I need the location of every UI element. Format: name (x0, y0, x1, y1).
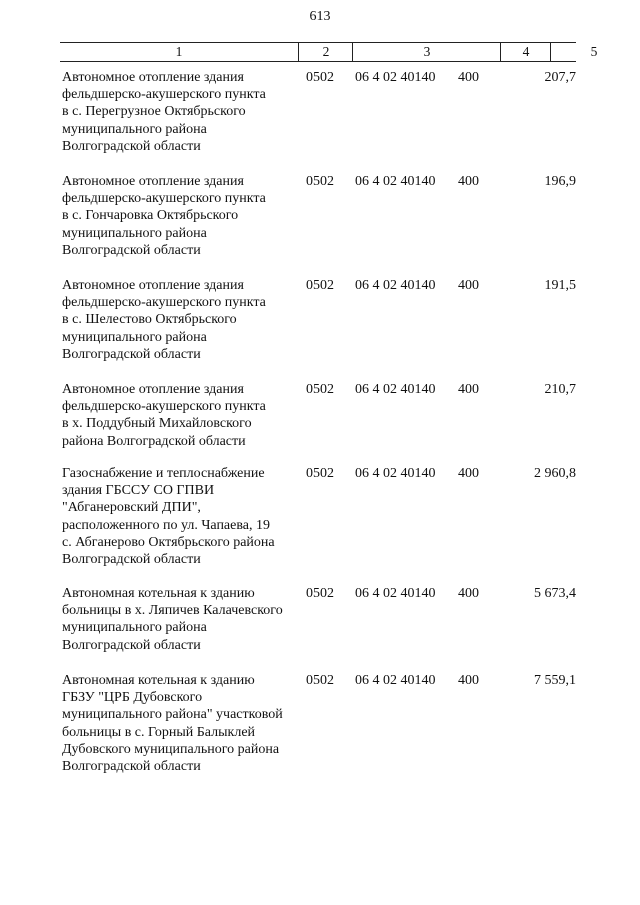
table-row (60, 381, 576, 465)
row-expense-type: 400 (458, 70, 479, 85)
row-sum: 207,7 (544, 70, 576, 85)
row-target-article: 06 4 02 40140 (355, 673, 436, 688)
table-row (60, 173, 576, 277)
row-expense-type: 400 (458, 278, 479, 293)
row-section: 0502 (306, 382, 334, 397)
row-sum: 191,5 (544, 278, 576, 293)
row-sum: 210,7 (544, 382, 576, 397)
row-target-article: 06 4 02 40140 (355, 278, 436, 293)
table-row (60, 585, 576, 672)
row-name: Автономное отопление здания фельдшерско-акушерского пункта в с. Гончаровка Октябрьского муниципального района Волгоградской области (62, 174, 266, 258)
row-name: Автономное отопление здания фельдшерско-акушерского пункта в с. Перегрузное Октябрьского муниципального района Волгоградской области (62, 70, 266, 154)
row-target-article: 06 4 02 40140 (355, 70, 436, 85)
row-name: Автономное отопление здания фельдшерско-акушерского пункта в с. Шелестово Октябрьского муниципального района Волгоградской области (62, 278, 266, 362)
row-section: 0502 (306, 673, 334, 688)
header-col-4: 4 (500, 43, 551, 61)
row-target-article: 06 4 02 40140 (355, 382, 436, 397)
row-expense-type: 400 (458, 382, 479, 397)
table-row (60, 277, 576, 381)
row-sum: 196,9 (544, 174, 576, 189)
row-sum: 7 559,1 (534, 673, 576, 688)
row-target-article: 06 4 02 40140 (355, 466, 436, 481)
table-row (60, 465, 576, 585)
row-name: Газоснабжение и теплоснабжение здания ГБССУ СО ГПВИ "Абганеровский ДПИ", расположенного по ул. Чапаева, 19 с. Абганерово Октябрьского района Волгоградской области (62, 466, 275, 568)
row-target-article: 06 4 02 40140 (355, 174, 436, 189)
budget-table (60, 42, 598, 782)
row-section: 0502 (306, 466, 334, 481)
row-expense-type: 400 (458, 466, 479, 481)
table-row (60, 672, 576, 782)
row-name: Автономная котельная к зданию ГБЗУ "ЦРБ Дубовского муниципального района" участковой больницы в с. Горный Балыклей Дубовского муниципального района Волгоградской области (62, 673, 283, 775)
table-body (60, 69, 576, 782)
row-section: 0502 (306, 174, 334, 189)
row-name: Автономная котельная к зданию больницы в х. Ляпичев Калачевского муниципального района Волгоградской области (62, 586, 283, 653)
row-section: 0502 (306, 278, 334, 293)
header-col-5: 5 (550, 43, 637, 61)
row-section: 0502 (306, 70, 334, 85)
page-number: 613 (309, 9, 331, 24)
header-col-1: 1 (175, 44, 183, 59)
row-sum: 2 960,8 (534, 466, 576, 481)
row-expense-type: 400 (458, 174, 479, 189)
header-col-2: 2 (298, 43, 353, 61)
header-col-3: 3 (352, 43, 501, 61)
row-section: 0502 (306, 586, 334, 601)
row-expense-type: 400 (458, 673, 479, 688)
row-expense-type: 400 (458, 586, 479, 601)
table-header (60, 42, 598, 62)
table-row (60, 69, 576, 173)
row-target-article: 06 4 02 40140 (355, 586, 436, 601)
row-sum: 5 673,4 (534, 586, 576, 601)
row-name: Автономное отопление здания фельдшерско-акушерского пункта в х. Поддубный Михайловского района Волгоградской области (62, 382, 266, 449)
